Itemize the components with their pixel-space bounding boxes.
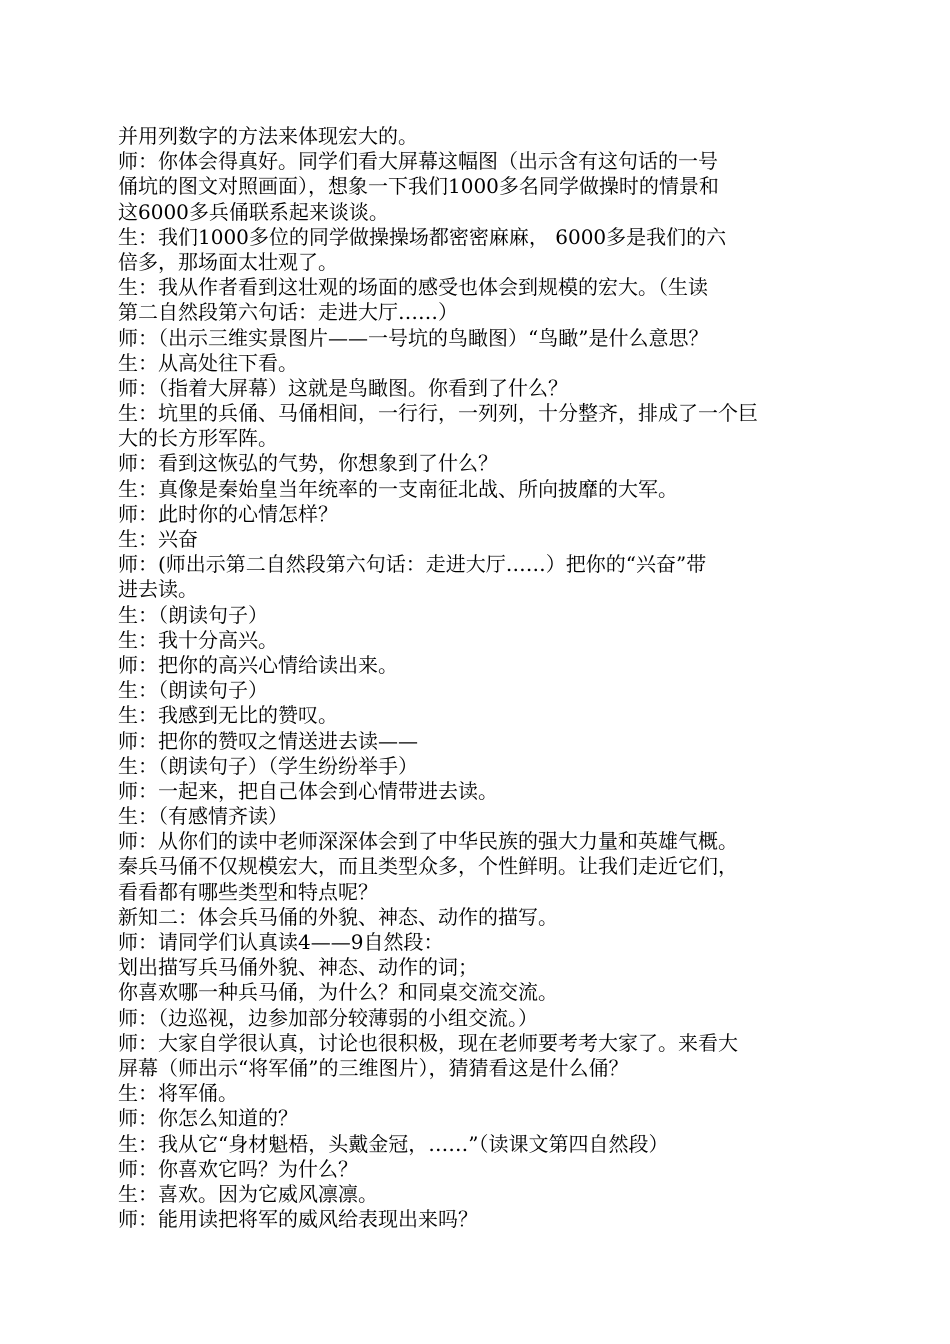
- text-line: 师：从你们的读中老师深深体会到了中华民族的强大力量和英雄气概。: [118, 829, 738, 854]
- text-line: 生：喜欢。因为它威风凛凛。: [118, 1181, 378, 1206]
- text-line: 师：（指着大屏幕）这就是鸟瞰图。你看到了什么？: [118, 375, 568, 400]
- document-body: [118, 124, 838, 1232]
- text-line: 生：（朗读句子）: [118, 678, 268, 703]
- text-line: 生：真像是秦始皇当年统率的一支南征北战、所向披靡的大军。: [118, 476, 678, 501]
- text-line: 师：大家自学很认真，讨论也很积极，现在老师要考考大家了。来看大: [118, 1030, 738, 1055]
- text-line: 进去读。: [118, 577, 198, 602]
- text-line: 秦兵马俑不仅规模宏大，而且类型众多，个性鲜明。让我们走近它们，: [118, 854, 738, 879]
- text-line: 生：坑里的兵俑、马俑相间，一行行，一列列，十分整齐，排成了一个巨: [118, 401, 758, 426]
- text-line: 看看都有哪些类型和特点呢？: [118, 879, 378, 904]
- text-line: 新知二：体会兵马俑的外貌、神态、动作的描写。: [118, 904, 558, 929]
- text-line: 师：一起来，把自己体会到心情带进去读。: [118, 778, 498, 803]
- text-line: 生：我们1000多位的同学做操操场都密密麻麻， 6000多是我们的六: [118, 224, 727, 249]
- text-line: 第二自然段第六句话：走进大厅……）: [118, 300, 458, 325]
- text-line: 并用列数字的方法来体现宏大的。: [118, 124, 418, 148]
- text-line: 大的长方形军阵。: [118, 426, 278, 451]
- text-line: 生：我从它“身材魁梧，头戴金冠，……”（读课文第四自然段）: [118, 1131, 669, 1156]
- text-line: 师：（边巡视，边参加部分较薄弱的小组交流。）: [118, 1005, 538, 1030]
- text-line: 倍多，那场面太壮观了。: [118, 249, 338, 274]
- text-line: 师：此时你的心情怎样？: [118, 501, 338, 526]
- text-line: 师：把你的赞叹之情送进去读——: [118, 728, 418, 753]
- text-line: 师：你体会得真好。同学们看大屏幕这幅图（出示含有这句话的一号: [118, 149, 718, 174]
- text-line: 师：能用读把将军的威风给表现出来吗？: [118, 1207, 478, 1232]
- text-line: 生：（朗读句子）（学生纷纷举手）: [118, 753, 418, 778]
- text-line: 俑坑的图文对照画面），想象一下我们1000多名同学做操时的情景和: [118, 174, 719, 199]
- text-line: 师：把你的高兴心情给读出来。: [118, 652, 398, 677]
- text-line: 生：将军俑。: [118, 1081, 238, 1106]
- text-line: 师：你怎么知道的？: [118, 1106, 298, 1131]
- text-line: 生：我十分高兴。: [118, 627, 278, 652]
- text-line: 生：（有感情齐读）: [118, 804, 288, 829]
- text-line: 屏幕（师出示“将军俑”的三维图片），猜猜看这是什么俑？: [118, 1055, 629, 1080]
- text-line: 生：（朗读句子）: [118, 602, 268, 627]
- text-line: 生：我感到无比的赞叹。: [118, 703, 338, 728]
- text-line: 师：（出示三维实景图片——一号坑的鸟瞰图）“鸟瞰”是什么意思？: [118, 325, 709, 350]
- text-line: 划出描写兵马俑外貌、神态、动作的词；: [118, 955, 478, 980]
- text-line: 师：看到这恢弘的气势，你想象到了什么？: [118, 451, 498, 476]
- text-line: 你喜欢哪一种兵马俑，为什么？和同桌交流交流。: [118, 980, 558, 1005]
- text-line: 这6000多兵俑联系起来谈谈。: [118, 199, 389, 224]
- text-line: 师：请同学们认真读4——9自然段：: [118, 930, 444, 954]
- text-line: 师：你喜欢它吗？为什么？: [118, 1156, 358, 1181]
- text-line: 生：从高处往下看。: [118, 350, 298, 375]
- text-line: 生：兴奋: [118, 527, 198, 551]
- text-line: 生：我从作者看到这壮观的场面的感受也体会到规模的宏大。（生读: [118, 275, 708, 300]
- text-line: 师：(师出示第二自然段第六句话：走进大厅……）把你的“兴奋”带: [118, 552, 707, 577]
